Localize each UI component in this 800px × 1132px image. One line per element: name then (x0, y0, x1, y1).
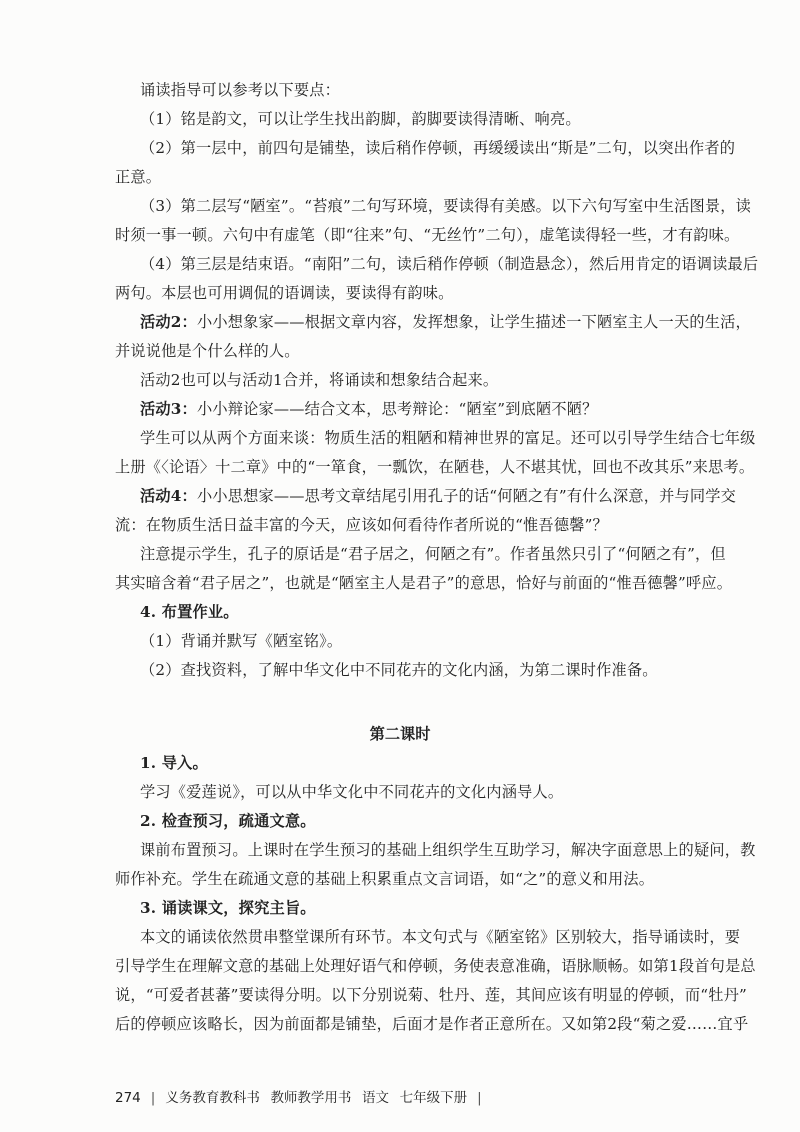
recitation-point-3-line-1: （3）第二层写“陋室”。“苔痕”二句写环境，要读得有美感。以下六句写室中生活图景，读 (140, 197, 752, 215)
footer-subject: 语文 (362, 1090, 390, 1106)
activity-4-line-1 (140, 486, 736, 506)
recitation-point-2-line-1: （2）第一层中，前四句是铺垫，读后稍作停顿，再缓缓读出“斯是”二句，以突出作者的 (140, 139, 736, 157)
recitation-point-4-line-2: 两句。本层也可用调侃的语调读，要读得有韵味。 (115, 284, 454, 302)
recitation-point-2-line-2: 正意。 (115, 168, 162, 186)
step-2-line-2: 师作补充。学生在疏通文意的基础上积累重点文言词语，如“之”的意义和用法。 (115, 870, 655, 888)
recitation-point-1: （1）铭是韵文，可以让学生找出韵脚，韵脚要读得清晰、响亮。 (140, 110, 581, 128)
recitation-intro: 诵读指导可以参考以下要点： (140, 81, 341, 99)
step-3-line-3: 说，“可爱者甚蕃”要读得分明。以下分别说菊、牡丹、莲，其间应该有明显的停顿，而“牡丹” (115, 986, 747, 1004)
activity-4-text: 小小思想家——思考文章结尾引用孔子的话“何陋之有”有什么深意，并与同学交 (196, 487, 737, 505)
footer-book: 教师教学用书 (270, 1090, 352, 1106)
activity-2-note: 活动2也可以与活动1合并，将诵读和想象结合起来。 (140, 371, 499, 389)
activity-4-label: 活动4： (140, 487, 197, 505)
activity-2-label: 活动2： (140, 313, 197, 331)
lesson-two-title: 第二课时 (369, 725, 431, 743)
step-2-line-1: 课前布置预习。上课时在学生预习的基础上组织学生互助学习，解决字面意思上的疑问，教 (140, 841, 756, 859)
activity-4-line-2: 流：在物质生活日益丰富的今天，应该如何看待作者所说的“惟吾德馨”？ (115, 516, 608, 534)
activity-2-text: 小小想象家——根据文章内容，发挥想象，让学生描述一下陋室主人一天的生活， (196, 313, 751, 331)
activity-4-para-line-2: 其实暗含着“君子居之”，也就是“陋室主人是君子”的意思，恰好与前面的“惟吾德馨”呼应。 (115, 574, 733, 592)
step-3-line-1: 本文的诵读依然贯串整堂课所有环节。本文句式与《陋室铭》区别较大，指导诵读时，要 (140, 928, 741, 946)
footer-series: 义务教育教科书 (165, 1090, 260, 1106)
footer-divider-end: | (477, 1090, 482, 1106)
homework-heading: 4. 布置作业。 (140, 603, 239, 621)
step-2-heading: 2. 检查预习，疏通文意。 (140, 812, 316, 830)
activity-3-line (140, 399, 598, 419)
step-3-line-2: 引导学生在理解文意的基础上处理好语气和停顿，务使表意准确，语脉顺畅。如第1段首句是总 (115, 957, 756, 975)
page-footer (115, 1086, 492, 1106)
homework-item-2: （2）查找资料，了解中华文化中不同花卉的文化内涵，为第二课时作准备。 (140, 661, 658, 679)
homework-item-1: （1）背诵并默写《陋室铭》。 (140, 632, 343, 650)
footer-divider: | (150, 1090, 156, 1106)
step-3-heading: 3. 诵读课文，探究主旨。 (140, 899, 316, 917)
activity-4-para-line-1: 注意提示学生，孔子的原话是“君子居之，何陋之有”。作者虽然只引了“何陋之有”，但 (140, 545, 726, 563)
step-1-text: 学习《爱莲说》，可以从中华文化中不同花卉的文化内涵导人。 (140, 783, 564, 801)
activity-3-label: 活动3： (140, 400, 197, 418)
footer-grade: 七年级下册 (399, 1090, 468, 1106)
activity-2-line-1 (140, 312, 751, 332)
activity-3-text: 小小辩论家——结合文本，思考辩论：“陋室”到底陋不陋？ (196, 400, 598, 418)
recitation-point-3-line-2: 时须一事一顿。六句中有虚笔（即“往来”句、“无丝竹”二句），虚笔读得轻一些，才有韵味。 (115, 226, 740, 244)
activity-3-para-line-1: 学生可以从两个方面来谈：物质生活的粗陋和精神世界的富足。还可以引导学生结合七年级 (140, 429, 756, 447)
activity-3-para-line-2: 上册《〈论语〉十二章》中的“一箪食，一瓢饮，在陋巷，人不堪其忧，回也不改其乐”来思考。 (115, 458, 755, 476)
step-1-heading: 1. 导入。 (140, 754, 208, 772)
page-number: 274 (115, 1090, 141, 1106)
step-3-line-4: 后的停顿应该略长，因为前面都是铺垫，后面才是作者正意所在。又如第2段“菊之爱……宜乎 (115, 1015, 749, 1033)
recitation-point-4-line-1: （4）第三层是结束语。“南阳”二句，读后稍作停顿（制造悬念），然后用肯定的语调读最后 (140, 255, 759, 273)
activity-2-line-2: 并说说他是个什么样的人。 (115, 342, 300, 360)
